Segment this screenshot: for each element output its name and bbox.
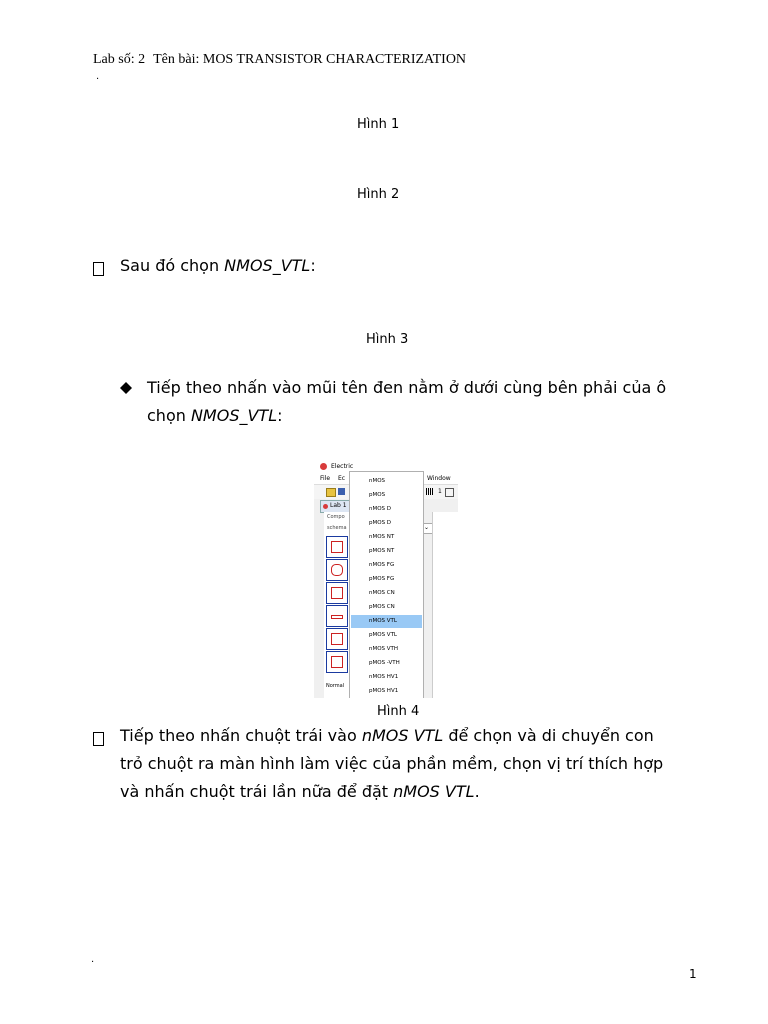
- app-title: Electric: [331, 463, 354, 470]
- component-shape-icon: [331, 541, 343, 553]
- dropdown-item[interactable]: [351, 559, 422, 572]
- square-icon[interactable]: [445, 488, 454, 497]
- dropdown-item-label: nMOS: [369, 478, 386, 484]
- electric-screenshot: [314, 461, 458, 698]
- save-icon[interactable]: [338, 488, 345, 495]
- caption-fig2: Hình 2: [357, 187, 400, 202]
- dropdown-item-label: pMOS HV1: [369, 688, 399, 694]
- component-shape-icon: [331, 564, 343, 576]
- dropdown-item[interactable]: [351, 587, 422, 600]
- dropdown-item[interactable]: [351, 657, 422, 670]
- dropdown-item-label: nMOS VTL: [369, 618, 397, 624]
- menu-edit[interactable]: Ec: [338, 475, 346, 482]
- component-shape-icon: [331, 656, 343, 668]
- document-icon: [323, 504, 328, 509]
- dropdown-item-label: pMOS: [369, 492, 386, 498]
- schematic-label: schema: [327, 525, 347, 531]
- step-click-arrow: Tiếp theo nhấn vào mũi tên đen nằm ở dưới cùng bên phải của ô chọn NMOS_VTL:: [147, 378, 667, 425]
- step-select-nmos: Sau đó chọn NMOS_VTL:: [120, 256, 316, 275]
- combo-dropdown[interactable]: ⌄: [418, 523, 435, 534]
- lab-number: Lab số: 2: [93, 52, 146, 67]
- dropdown-item[interactable]: [351, 573, 422, 586]
- dropdown-item-label: pMOS D: [369, 520, 392, 526]
- component-cell[interactable]: [326, 536, 348, 558]
- component-cell[interactable]: [326, 628, 348, 650]
- normal-label: Normal: [326, 683, 345, 689]
- dropdown-item-label: pMOS FG: [369, 576, 395, 582]
- open-folder-icon[interactable]: [326, 488, 336, 497]
- step-place-nmos: Tiếp theo nhấn chuột trái vào nMOS VTL để chọn và di chuyển con trỏ chuột ra màn hình làm việc của phần mềm, chọn vị trí thích hợp và nhấn chuột trái lần nữa để đặt nMOS VTL.: [120, 726, 664, 801]
- toolbar-one[interactable]: 1: [438, 488, 442, 495]
- dropdown-item[interactable]: [351, 545, 422, 558]
- dropdown-item[interactable]: [351, 531, 422, 544]
- dropdown-item[interactable]: [351, 615, 422, 628]
- electric-logo-icon: [320, 463, 327, 470]
- drawing-canvas[interactable]: [432, 512, 458, 698]
- box-bullet-icon: [93, 732, 104, 746]
- dropdown-item-label: nMOS VTH: [369, 646, 399, 652]
- component-cell[interactable]: [326, 559, 348, 581]
- dropdown-item[interactable]: [351, 601, 422, 614]
- component-shape-icon: [331, 587, 343, 599]
- menu-file[interactable]: File: [320, 475, 331, 482]
- dropdown-item-label: nMOS FG: [369, 562, 395, 568]
- dropdown-item-label: nMOS HV1: [369, 674, 399, 680]
- page-number: 1: [689, 967, 697, 981]
- component-cell[interactable]: [326, 582, 348, 604]
- caption-fig3: Hình 3: [366, 332, 409, 347]
- caption-fig4: Hình 4: [377, 704, 420, 719]
- page-header: [93, 52, 466, 68]
- component-cell[interactable]: [326, 651, 348, 673]
- caption-fig1: Hình 1: [357, 117, 400, 132]
- component-panel: [324, 512, 351, 698]
- dropdown-item[interactable]: [351, 629, 422, 642]
- dropdown-item[interactable]: [351, 503, 422, 516]
- dropdown-item-label: pMOS NT: [369, 548, 395, 554]
- lab-title: Tên bài: MOS TRANSISTOR CHARACTERIZATION: [153, 52, 467, 67]
- dropdown-item[interactable]: [351, 671, 422, 684]
- grid-icon[interactable]: [426, 488, 434, 495]
- dropdown-item[interactable]: [351, 489, 422, 502]
- transistor-dropdown: [349, 471, 424, 698]
- component-cell[interactable]: [326, 605, 348, 627]
- component-shape-icon: [331, 633, 343, 645]
- dropdown-item-label: nMOS D: [369, 506, 392, 512]
- dropdown-item-label: nMOS NT: [369, 534, 395, 540]
- box-bullet-icon: [93, 262, 104, 276]
- dropdown-item-label: pMOS -VTH: [369, 660, 400, 666]
- footer-dot: .: [91, 954, 95, 965]
- dropdown-item[interactable]: [351, 685, 422, 698]
- dropdown-item-label: pMOS VTL: [369, 632, 397, 638]
- menu-window[interactable]: Window: [427, 475, 451, 482]
- dropdown-item[interactable]: [351, 643, 422, 656]
- document-tab-label: Lab 1: [330, 502, 347, 509]
- dropdown-item-label: pMOS CN: [369, 604, 395, 610]
- header-dot: .: [96, 71, 100, 82]
- components-label: Compo: [327, 514, 345, 520]
- dropdown-item[interactable]: [351, 475, 422, 488]
- dropdown-item-label: nMOS CN: [369, 590, 395, 596]
- component-shape-icon: [331, 615, 343, 619]
- dropdown-item[interactable]: [351, 517, 422, 530]
- diamond-bullet-icon: [120, 382, 132, 394]
